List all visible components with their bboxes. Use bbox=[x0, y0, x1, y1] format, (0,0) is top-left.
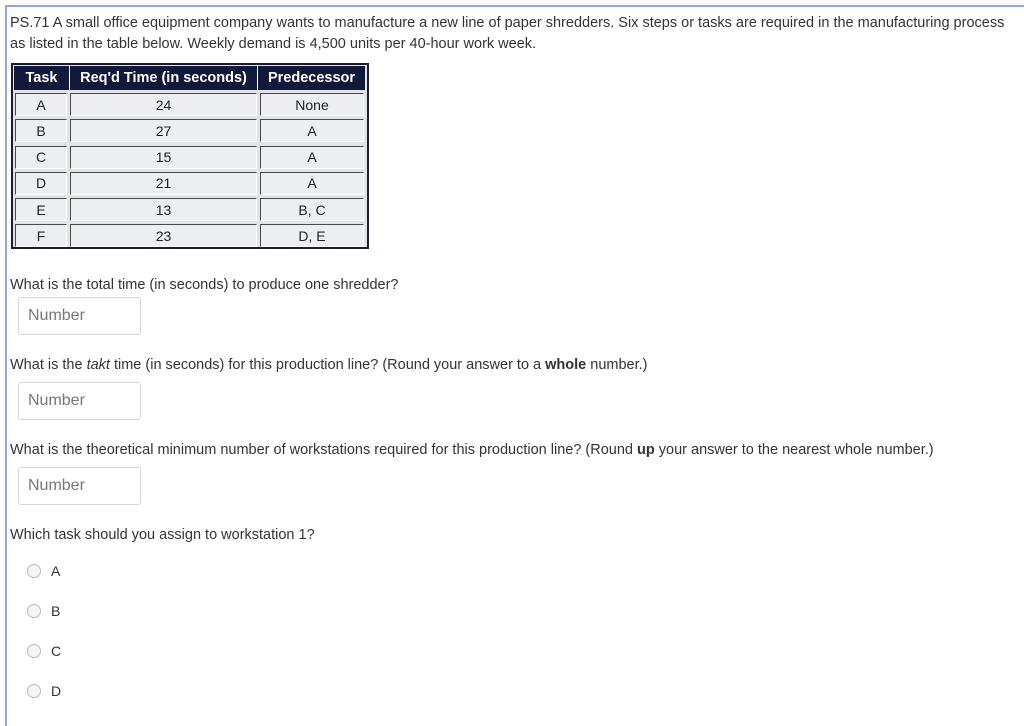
table-row bbox=[15, 146, 365, 169]
q2-text-italic: takt bbox=[86, 357, 110, 373]
table-row bbox=[15, 119, 365, 142]
cell-time: 23 bbox=[70, 224, 257, 247]
table-row bbox=[15, 93, 365, 116]
table-row bbox=[15, 224, 365, 247]
cell-predecessor: None bbox=[260, 93, 364, 116]
header-task: Task bbox=[14, 66, 69, 90]
cell-task: C bbox=[15, 146, 67, 169]
cell-task: A bbox=[15, 93, 67, 116]
problem-line-1: PS.71 A small office equipment company wants to manufacture a new line of paper shredders. Six steps or tasks are required in the manufacturing process bbox=[10, 15, 1005, 31]
workstations-input[interactable] bbox=[18, 467, 141, 505]
header-time: Req'd Time (in seconds) bbox=[69, 66, 257, 90]
radio-b[interactable] bbox=[27, 604, 41, 618]
q3-text-before: What is the theoretical minimum number of workstations required for this production line? (Round bbox=[10, 442, 638, 458]
cell-task: E bbox=[15, 198, 67, 221]
option-b-label: B bbox=[51, 603, 61, 619]
cell-predecessor: B, C bbox=[260, 198, 364, 221]
cell-predecessor: D, E bbox=[260, 224, 364, 247]
cell-time: 13 bbox=[70, 198, 257, 221]
table-row bbox=[15, 198, 365, 221]
cell-task: D bbox=[15, 172, 67, 195]
problem-statement bbox=[10, 13, 1024, 55]
question-workstations bbox=[10, 442, 934, 458]
cell-time: 27 bbox=[70, 119, 257, 142]
problem-line-2: as listed in the table below. Weekly demand is 4,500 units per 40-hour work week. bbox=[10, 36, 537, 52]
question-panel bbox=[5, 5, 1024, 726]
table-row bbox=[15, 172, 365, 195]
option-d[interactable] bbox=[27, 683, 61, 699]
option-c-label: C bbox=[51, 643, 62, 659]
q2-text-mid: time (in seconds) for this production line? (Round your answer to a bbox=[109, 357, 546, 373]
option-b[interactable] bbox=[27, 603, 60, 619]
cell-predecessor: A bbox=[260, 172, 364, 195]
question-total-time: What is the total time (in seconds) to produce one shredder? bbox=[10, 277, 399, 293]
header-predecessor: Predecessor bbox=[257, 66, 365, 90]
q2-text-before: What is the bbox=[10, 357, 87, 373]
cell-task: B bbox=[15, 119, 67, 142]
radio-c[interactable] bbox=[27, 644, 41, 658]
takt-time-input[interactable] bbox=[18, 382, 141, 420]
q2-text-after: number.) bbox=[586, 357, 648, 373]
radio-a[interactable] bbox=[27, 564, 41, 578]
cell-task: F bbox=[15, 224, 67, 247]
table-body bbox=[15, 93, 365, 247]
cell-time: 15 bbox=[70, 146, 257, 169]
cell-time: 24 bbox=[70, 93, 257, 116]
q3-text-after: your answer to the nearest whole number.) bbox=[654, 442, 934, 458]
q2-text-bold: whole bbox=[545, 357, 587, 373]
radio-d[interactable] bbox=[27, 684, 41, 698]
cell-time: 21 bbox=[70, 172, 257, 195]
option-c[interactable] bbox=[27, 643, 61, 659]
total-time-input[interactable] bbox=[18, 297, 141, 335]
option-a-label: A bbox=[51, 563, 61, 579]
option-d-label: D bbox=[51, 683, 62, 699]
cell-predecessor: A bbox=[260, 146, 364, 169]
q3-text-bold: up bbox=[637, 442, 655, 458]
question-workstation-1: Which task should you assign to workstation 1? bbox=[10, 527, 315, 543]
question-takt-time bbox=[10, 357, 648, 373]
option-a[interactable] bbox=[27, 563, 60, 579]
table-header bbox=[14, 66, 366, 90]
task-table bbox=[11, 63, 369, 249]
cell-predecessor: A bbox=[260, 119, 364, 142]
